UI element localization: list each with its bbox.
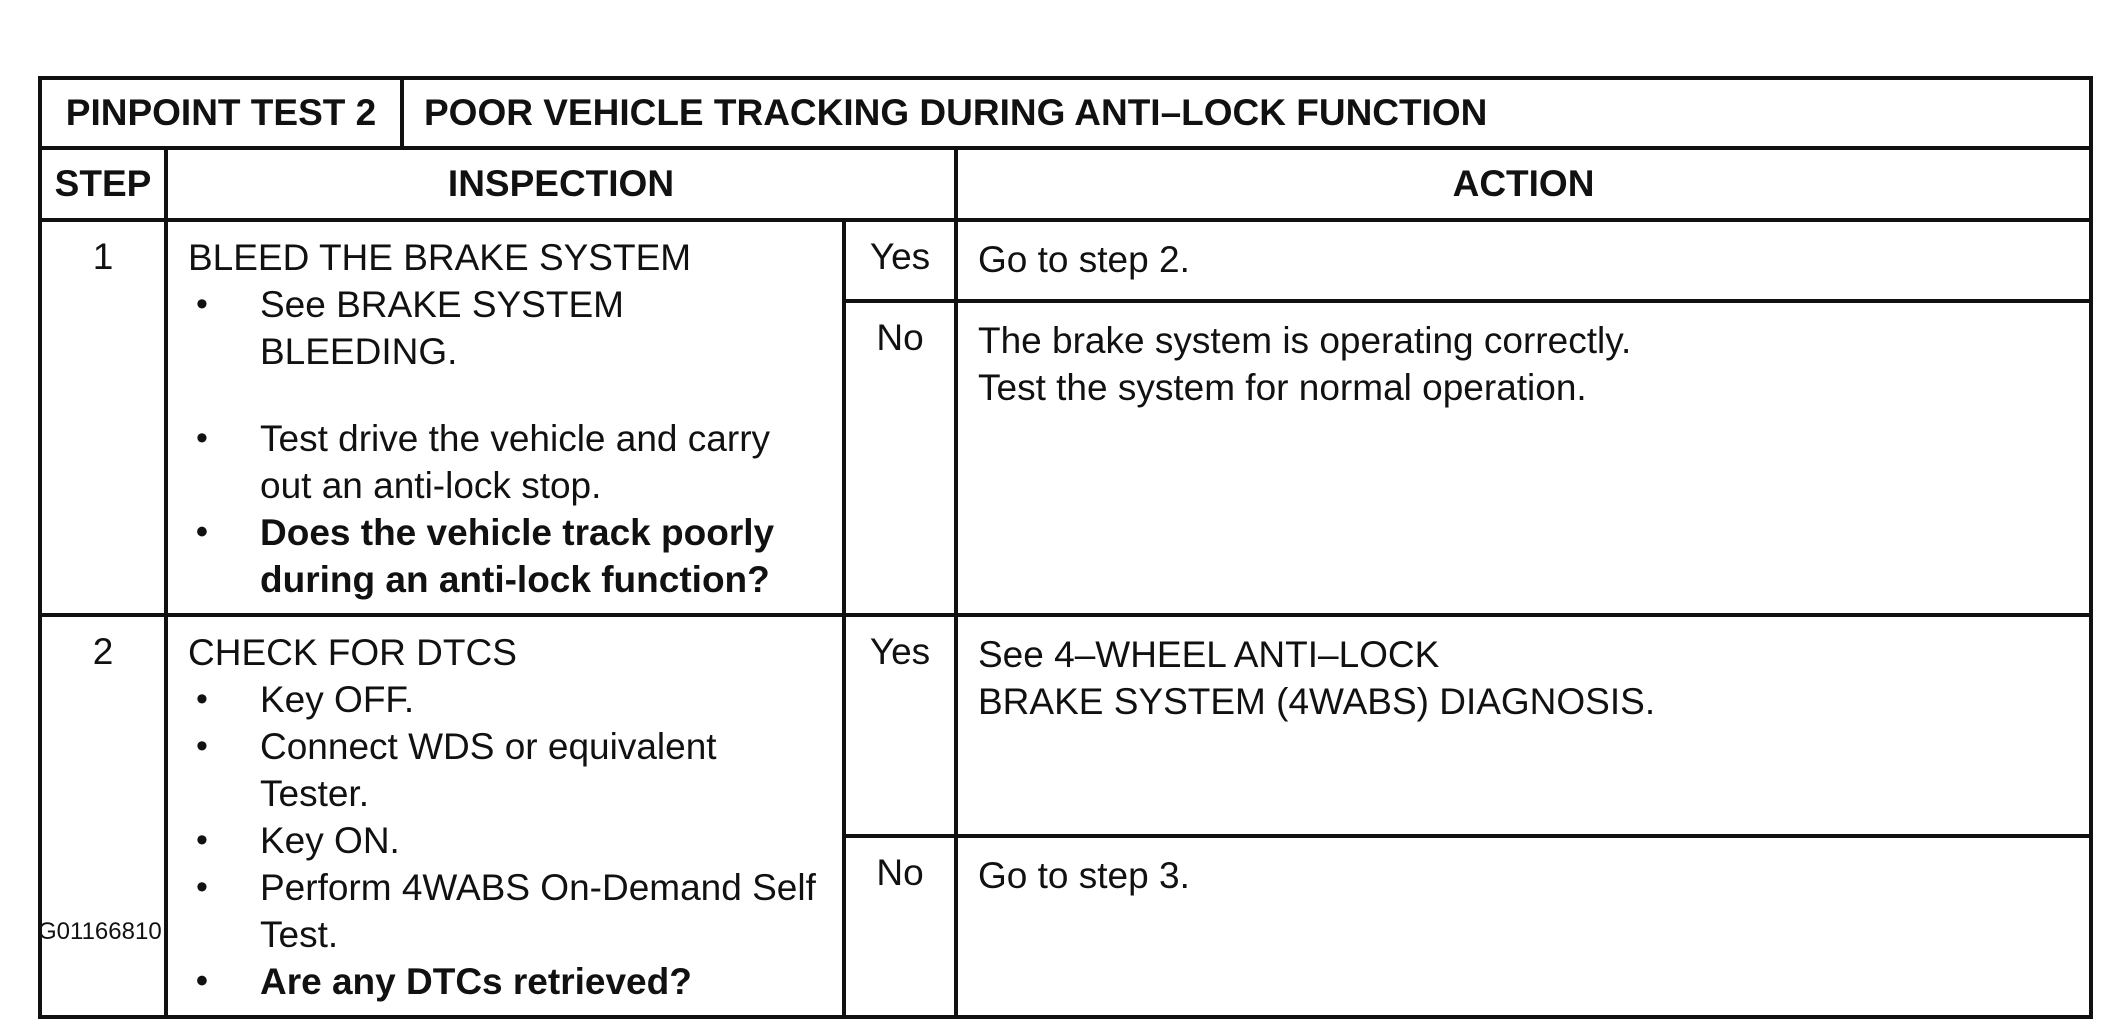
bullet-item: • Key ON. — [188, 817, 822, 864]
yes-label: Yes — [844, 220, 956, 301]
test-id: PINPOINT TEST 2 — [40, 78, 402, 148]
no-action: Go to step 3. — [956, 836, 2091, 1017]
action-line: See 4–WHEEL ANTI–LOCK — [978, 634, 1440, 675]
yes-label: Yes — [844, 615, 956, 836]
figure-code: G01166810 — [38, 918, 162, 945]
action-line: BRAKE SYSTEM (4WABS) DIAGNOSIS. — [978, 681, 1656, 722]
step-2-yes-row — [40, 615, 2091, 836]
inspection-bullets — [188, 676, 822, 1005]
column-header-step: STEP — [40, 148, 166, 220]
step-1-inspection — [166, 220, 844, 615]
bullet-item: • Connect WDS or equivalent Tester. — [188, 723, 822, 817]
no-label: No — [844, 301, 956, 615]
inspection-bullets — [188, 281, 822, 603]
bullet-item: • Test drive the vehicle and carry out an anti-lock stop. — [188, 415, 822, 509]
yes-action: Go to step 2. — [956, 220, 2091, 301]
title-row — [40, 78, 2091, 148]
bullet-item: • See BRAKE SYSTEM BLEEDING. — [188, 281, 822, 375]
bullet-item: • Key OFF. — [188, 676, 822, 723]
no-label: No — [844, 836, 956, 1017]
bullet-item: • Perform 4WABS On-Demand Self Test. — [188, 864, 822, 958]
step-number: 2 — [40, 615, 166, 1017]
step-1-yes-row — [40, 220, 2091, 301]
bullet-question: • Does the vehicle track poorly during an anti-lock function? — [188, 509, 822, 603]
action-line: The brake system is operating correctly. — [978, 319, 1632, 361]
step-title: CHECK FOR DTCS — [188, 632, 517, 673]
column-header-action: ACTION — [956, 148, 2091, 220]
yes-action — [956, 615, 2091, 836]
column-header-inspection: INSPECTION — [166, 148, 956, 220]
no-action — [956, 301, 2091, 615]
pinpoint-test-table — [38, 76, 2093, 1019]
bullet-question: • Are any DTCs retrieved? — [188, 958, 822, 1005]
action-line: Test the system for normal operation. — [978, 366, 1587, 408]
step-number: 1 — [40, 220, 166, 615]
pinpoint-test-table-container — [38, 76, 2089, 1019]
step-2-inspection — [166, 615, 844, 1017]
step-title: BLEED THE BRAKE SYSTEM — [188, 237, 692, 278]
column-header-row — [40, 148, 2091, 220]
test-title: POOR VEHICLE TRACKING DURING ANTI–LOCK FUNCTION — [402, 78, 2091, 148]
